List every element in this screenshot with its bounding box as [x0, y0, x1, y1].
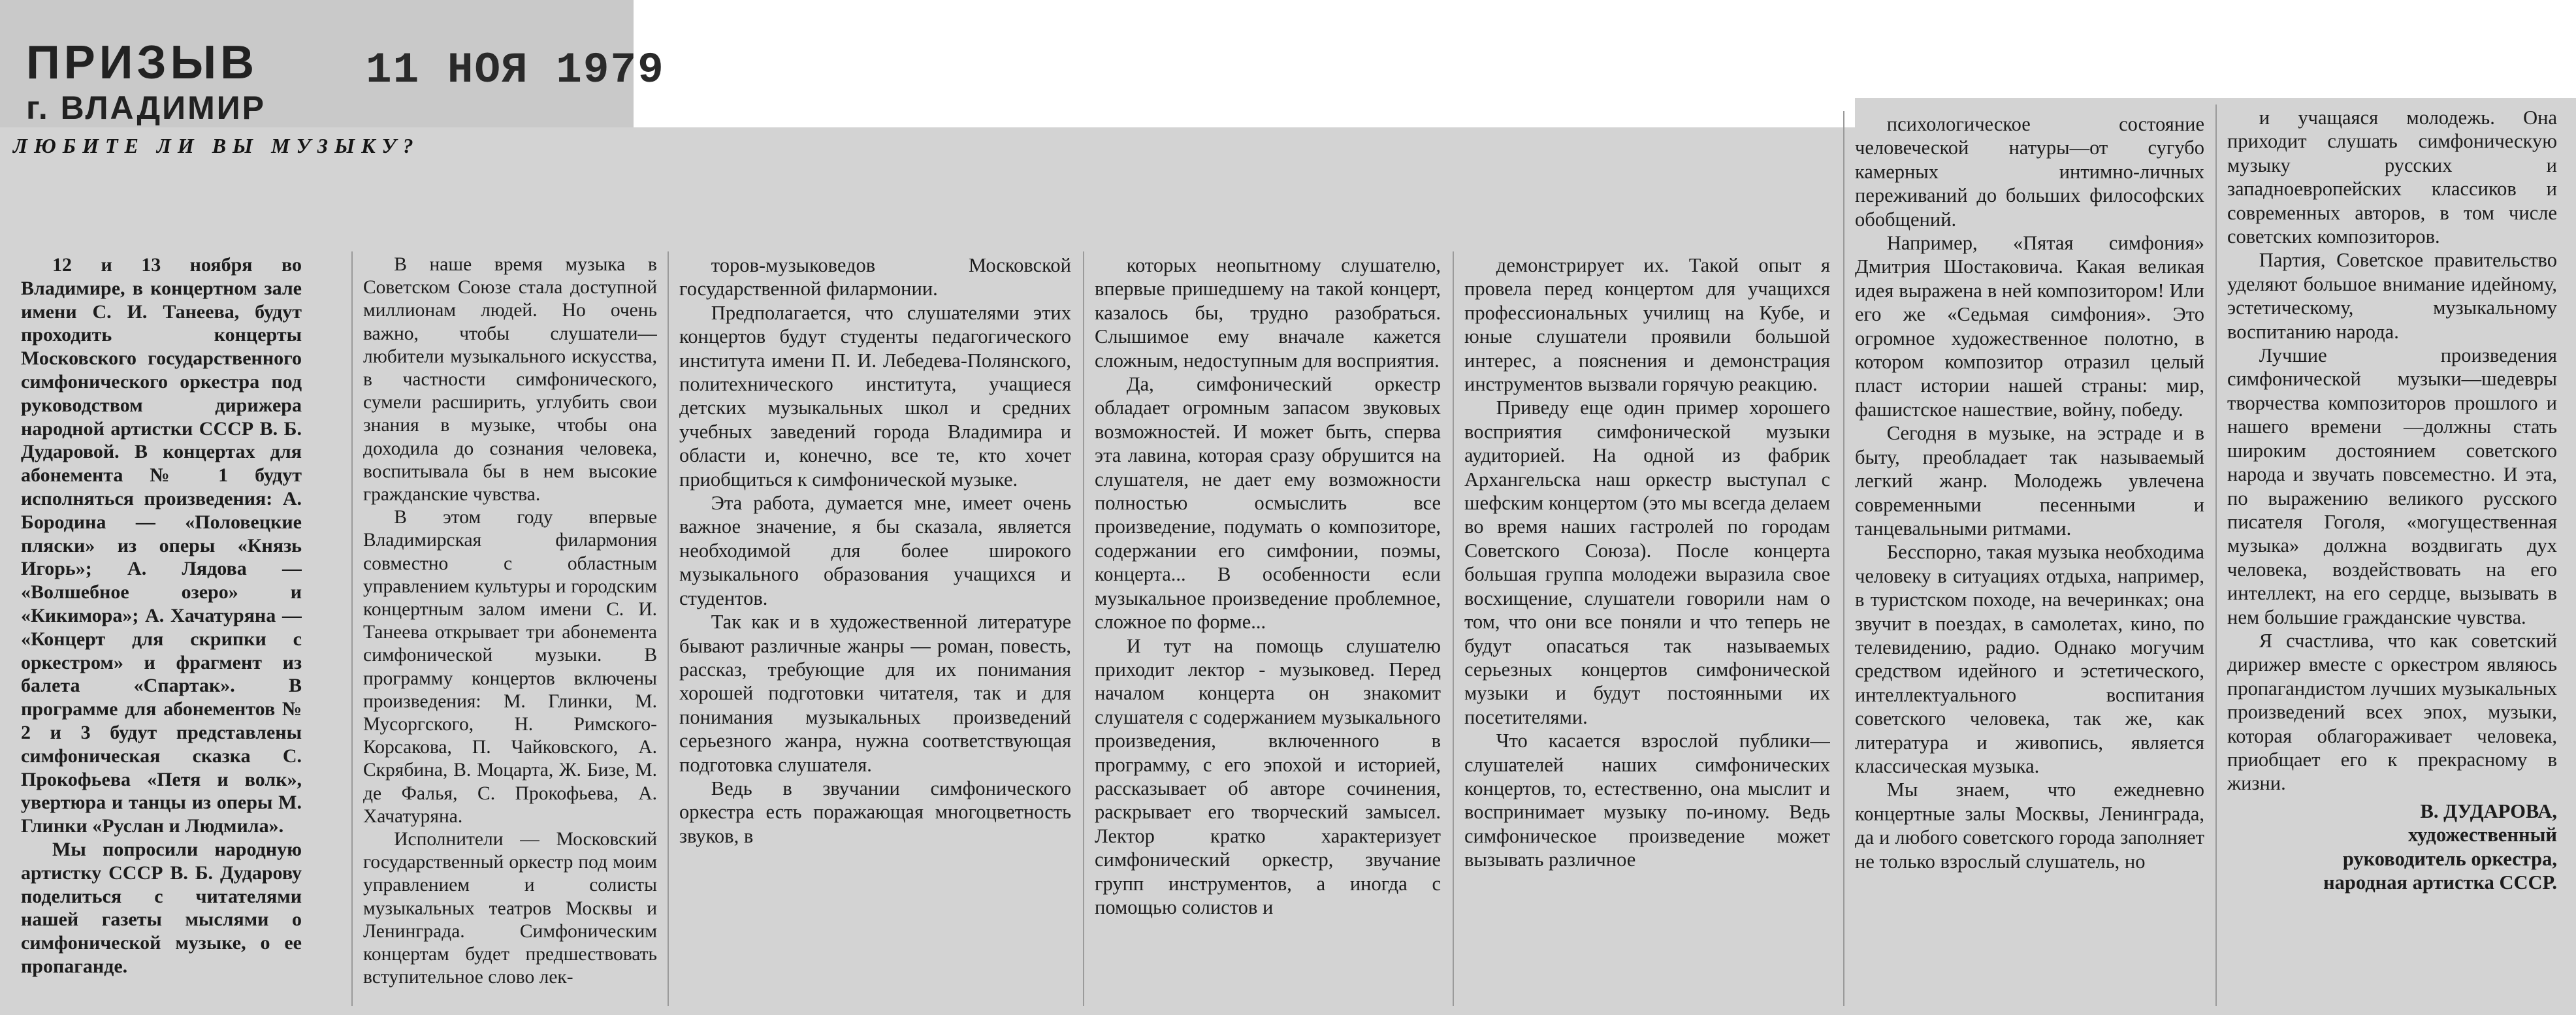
date-stamp: 11 НОЯ 1979: [366, 46, 665, 95]
column-divider: [1453, 251, 1454, 1006]
article-column-7: [2227, 106, 2557, 1005]
article-paragraph: Бесспорно, такая музыка необходима человеку в ситуациях отдыха, например, в туристском походе, на вечеринках; она звучит в поездах, в самолетах, кино, по телевидению, радио. Однако могучим средством идейного и эстетического, интеллектуального воспитания советского человека, так же, как литература и живопись, является классическая музыка.: [1855, 541, 2204, 777]
article-paragraph: психологическое состояние человеческой натуры—от сугубо камерных интимно-личных переживаний до больших философских обобщений.: [1855, 113, 2204, 231]
column-divider: [668, 251, 669, 1006]
column-divider: [2215, 105, 2217, 1006]
column-divider: [1843, 111, 1844, 1006]
article-paragraph: Предполагается, что слушателями этих концертов будут студенты педагогического института имени П. И. Лебедева-Полянского, политехнического института, учащиеся детских музыкальных школ и средних учебных заведений города Владимира и области и, конечно, все те, кто хочет приобщиться к симфонической музыке.: [679, 301, 1071, 491]
article-paragraph: Исполнители — Московский государственный оркестр под моим управлением и солисты музыкальных театров Москвы и Ленинграда. Симфоническим концертам будет предшествовать вступительное слово лек-: [363, 829, 657, 988]
article-paragraph: демонстрирует их. Такой опыт я провела перед концертом для учащихся профессиональных училищ на Кубе, и юные слушатели проявили большой интерес, а пояснения и демонстрация инструментов вызвали горячую реакцию.: [1464, 254, 1830, 396]
article-column-5: [1464, 253, 1830, 1005]
newspaper-masthead: [26, 39, 307, 124]
author-signature: В. ДУДАРОВА,: [2420, 799, 2557, 822]
article-paragraph: Приведу еще один пример хорошего восприятия симфонической музыки аудиторией. На одной из фабрик Архангельска наш оркестр выступал с шефским концертом (это мы всегда делаем во время наших гастролей по городам Советского Союза). После концерта большая группа молодежи выразила свое восхищение, слушатели говорили нам о том, что они все поняли и что теперь не будут опасаться так называемых серьезных концертов симфонической музыки и будут постоянными их посетителями.: [1464, 396, 1830, 728]
newspaper-name: ПРИЗЫВ: [26, 37, 259, 89]
article-paragraph: Партия, Советское правительство уделяют большое внимание идейному, эстетическому, музыкальному воспитанию народа.: [2227, 249, 2557, 343]
article-column-4: [1095, 253, 1441, 1005]
column-divider: [1083, 251, 1084, 1006]
article-paragraph: Что касается взрослой публики—слушателей наших симфонических концертов, то, естественно, она мыслит и воспринимает музыку по-иному. Ведь симфоническое произведение может вызывать различное: [1464, 730, 1830, 871]
article-column-1: [21, 253, 302, 1005]
newspaper-city: г. ВЛАДИМИР: [26, 89, 266, 126]
article-lead: 12 и 13 ноября во Владимире, в концертном зале имени С. И. Танеева, будут проходить концерты Московского государственного симфонического оркестра под руководством дирижера народной артистки СССР В. Б. Дударовой. В концертах для абонемента № 1 будут исполняться произведения: А. Бородина — «Половецкие пляски» из оперы «Князь Игорь»; А. Лядова — «Волшебное озеро» и «Кикимора»; А. Хачатуряна — «Концерт для скрипки с оркестром» и фрагмент из балета «Спартак». В программе для абонементов № 2 и 3 будут представлены симфоническая сказка С. Прокофьева «Петя и волк», увертюра и танцы из оперы М. Глинки «Руслан и Людмила».: [21, 254, 302, 837]
column-divider: [351, 251, 353, 1006]
author-title: художественный: [2407, 824, 2557, 846]
article-paragraph: и учащаяся молодежь. Она приходит слушать симфоническую музыку русских и западноевропейских классиков и современных авторов, в том числе советских композиторов.: [2227, 106, 2557, 248]
article-paragraph: Так как и в художественной литературе бывают различные жанры — роман, повесть, рассказ, требующие для их понимания хорошей подготовки читателя, так и для понимания музыкальных произведений серьезного жанра, нужна соответствующая подготовка слушателя.: [679, 611, 1071, 776]
article-paragraph: Мы знаем, что ежедневно концертные залы Москвы, Ленинграда, да и любого советского города заполняет не только взрослый слушатель, но: [1855, 779, 2204, 873]
article-paragraph: Например, «Пятая симфония» Дмитрия Шостаковича. Какая великая идея выражена в ней композитором! Или его же «Седьмая симфония». Это огромное художественное полотно, в котором композитор отразил целый пласт истории нашей страны: мир, фашистское нашествие, войну, победу.: [1855, 232, 2204, 421]
article-headline: ЛЮБИТЕ ЛИ ВЫ МУЗЫКУ?: [13, 134, 420, 157]
article-paragraph: Лучшие произведения симфонической музыки—шедевры творчества композиторов прошлого и нашего времени —должны стать широким достоянием советского народа и звучать повсеместно. И эта, по выражению великого русского писателя Гоголя, «могущественная музыка» должна воздвигать дух человека, воздействовать на его интеллект, на его сердце, вызывать в нем большие гражданские чувства.: [2227, 344, 2557, 628]
article-paragraph: Ведь в звучании симфонического оркестра есть поражающая многоцветность звуков, в: [679, 777, 1071, 847]
article-column-2: [363, 253, 657, 1005]
article-paragraph: В этом году впервые Владимирская филармония совместно с областным управлением культуры и городским концертным залом имени С. И. Танеева открывает три абонемента симфонической музыки. В программу концертов включены произведения: М. Глинки, М. Мусоргского, Н. Римского-Корсакова, П. Чайковского, А. Скрябина, В. Моцарта, Ж. Бизе, М. де Фалья, С. Прокофьева, А. Хачатуряна.: [363, 507, 657, 827]
article-paragraph: Сегодня в музыке, на эстраде и в быту, преобладает так называемый легкий жанр. Молодежь увлечена современными песенными и танцевальными ритмами.: [1855, 422, 2204, 540]
article-paragraph: Я счастлива, что как советский дирижер вместе с оркестром являюсь пропагандистом лучших музыкальных произведений всех эпох, музыки, которая облагораживает человека, приобщает его к прекрасному в жизни.: [2227, 629, 2557, 795]
article-paragraph: Да, симфонический оркестр обладает огромным запасом звуковых возможностей. И может быть, сперва эта лавина, которая сразу обрушится на слушателя, не дает ему возможности полностью осмыслить все произведение, подумать о композиторе, содержании его симфонии, поэмы, концерта... В особенности если музыкальное произведение проблемное, сложное по форме...: [1095, 373, 1441, 634]
article-paragraph: Эта работа, думается мне, имеет очень важное значение, я бы сказала, является необходимой для более широкого музыкального образования учащихся и студентов.: [679, 492, 1071, 609]
article-paragraph: В наше время музыка в Советском Союзе стала доступной миллионам людей. Но очень важно, чтобы слушатели—любители музыкального искусства, в частности симфонического, сумели расширить, углубить свои знания в музыке, чтобы она доходила до сознания человека, воспитывала бы в нем высокие гражданские чувства.: [363, 254, 657, 506]
article-paragraph: И тут на помощь слушателю приходит лектор - музыковед. Перед началом концерта он знакомит слушателя с содержанием музыкального произведения, включенного в программу, с его эпохой и историей, рассказывает об авторе сочинения, раскрывает его творческий замысел. Лектор кратко характеризует симфонический оркестр, звучание групп инструментов, а иногда с помощью солистов и: [1095, 634, 1441, 918]
author-title: руководитель оркестра,: [2342, 847, 2557, 870]
article-column-6: [1855, 112, 2204, 1005]
article-paragraph: торов-музыковедов Московской государственной филармонии.: [679, 254, 1071, 300]
article-paragraph: Мы попросили народную артистку СССР В. Б. Дударову поделиться с читателями нашей газеты мыслями о симфонической музыке, о ее пропаганде.: [21, 838, 302, 977]
author-title: народная артистка СССР.: [2323, 871, 2557, 894]
article-paragraph: которых неопытному слушателю, впервые пришедшему на такой концерт, казалось бы, трудно разобраться. Слышимое ему вначале кажется сложным, недоступным для восприятия.: [1095, 254, 1441, 372]
article-column-3: [679, 253, 1071, 1005]
